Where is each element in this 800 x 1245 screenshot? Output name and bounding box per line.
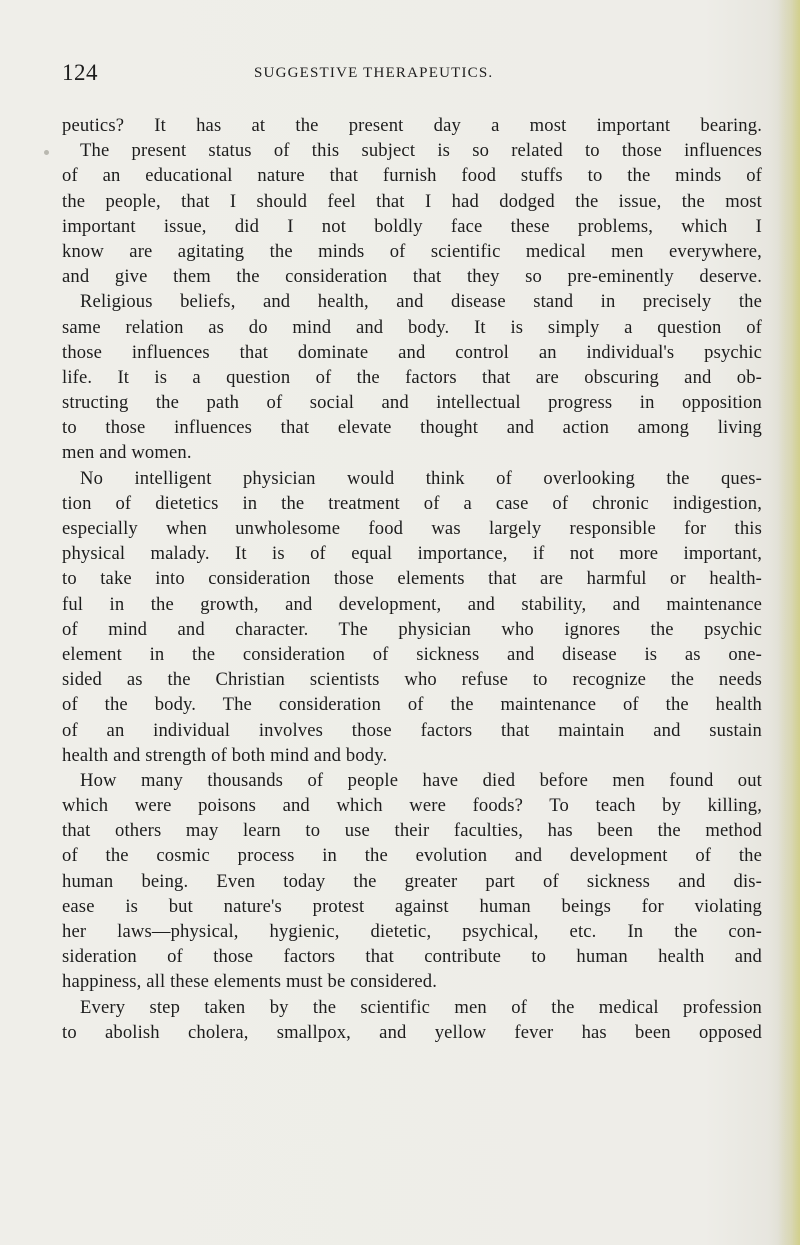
text-line: know are agitating the minds of scientific medical men everywhere, xyxy=(62,240,762,262)
text-line: of mind and character. The physician who ignores the psychic xyxy=(62,618,762,640)
text-line: sideration of those factors that contribute to human health and xyxy=(62,946,762,968)
text-line: and give them the consideration that they so pre-eminently deserve. xyxy=(62,266,762,288)
text-line: human being. Even today the greater part of sickness and dis- xyxy=(62,870,762,892)
text-line: which were poisons and which were foods? To teach by killing, xyxy=(62,795,762,817)
text-line: ease is but nature's protest against human beings for violating xyxy=(62,895,762,917)
page-number: 124 xyxy=(62,60,98,85)
text-line: happiness, all these elements must be considered. xyxy=(62,971,437,993)
text-line: that others may learn to use their faculties, has been the method xyxy=(62,820,762,842)
text-line: to those influences that elevate thought and action among living xyxy=(62,417,762,439)
text-line: Every step taken by the scientific men of the medical profession xyxy=(80,996,762,1018)
text-line: of an educational nature that furnish food stuffs to the minds of xyxy=(62,165,762,187)
text-line: of an individual involves those factors that maintain and sustain xyxy=(62,719,762,741)
text-line: peutics? It has at the present day a most important bearing. xyxy=(62,115,762,136)
body-text xyxy=(62,113,762,1045)
text-line: same relation as do mind and body. It is simply a question of xyxy=(62,316,762,338)
text-line: especially when unwholesome food was largely responsible for this xyxy=(62,518,762,539)
text-line: her laws—physical, hygienic, dietetic, psychical, etc. In the con- xyxy=(62,921,762,942)
text-line: Religious beliefs, and health, and disease stand in precisely the xyxy=(80,291,762,313)
running-title: SUGGESTIVE THERAPEUTICS. xyxy=(254,65,494,81)
text-line: men and women. xyxy=(62,442,192,464)
text-line: the people, that I should feel that I had dodged the issue, the most xyxy=(62,190,762,212)
text-line: of the cosmic process in the evolution and development of the xyxy=(62,845,762,867)
text-line: No intelligent physician would think of overlooking the ques- xyxy=(80,467,762,489)
text-line: The present status of this subject is so related to those influences xyxy=(80,140,762,162)
text-line: How many thousands of people have died before men found out xyxy=(80,769,762,791)
text-line: ful in the growth, and development, and stability, and maintenance xyxy=(62,593,762,615)
margin-speck xyxy=(44,150,49,155)
running-header xyxy=(62,60,762,86)
text-line: important issue, did I not boldly face these problems, which I xyxy=(62,215,762,237)
text-line: element in the consideration of sickness and disease is as one- xyxy=(62,643,762,665)
text-line: physical malady. It is of equal importance, if not more important, xyxy=(62,543,762,565)
text-line: structing the path of social and intellectual progress in opposition xyxy=(62,392,762,414)
text-line: health and strength of both mind and body. xyxy=(62,744,388,766)
page-edge-discoloration xyxy=(778,0,800,1245)
text-line: to take into consideration those elements that are harmful or health- xyxy=(62,568,762,590)
text-line: sided as the Christian scientists who refuse to recognize the needs xyxy=(62,669,762,691)
text-line: to abolish cholera, smallpox, and yellow fever has been opposed xyxy=(62,1021,762,1043)
text-line: life. It is a question of the factors that are obscuring and ob- xyxy=(62,366,762,388)
text-line: of the body. The consideration of the maintenance of the health xyxy=(62,694,762,716)
text-line: those influences that dominate and control an individual's psychic xyxy=(62,341,762,363)
text-line: tion of dietetics in the treatment of a case of chronic indigestion, xyxy=(62,492,762,514)
